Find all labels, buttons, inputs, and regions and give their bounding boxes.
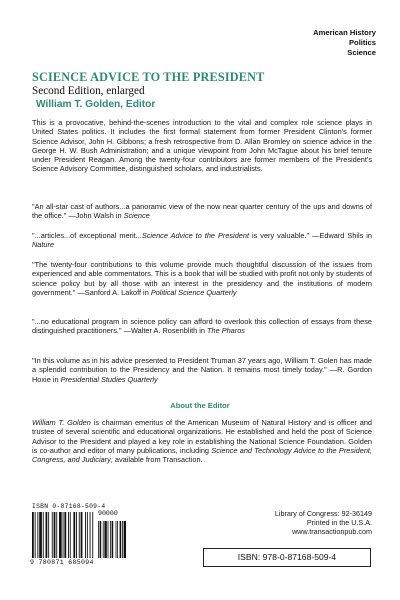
- review-quote: [32, 317, 372, 336]
- subject-categories: [313, 28, 376, 58]
- barcode-digits: 9 780871 685094: [30, 559, 94, 566]
- quote-italic-title: Science Advice to the President: [141, 231, 250, 240]
- quote-text: "An all-star cast of authors...a panoramic view of the now near quarter century of the ups and downs of the office." —John Walsh in: [32, 202, 372, 221]
- edition-line: Second Edition, enlarged: [32, 85, 145, 97]
- quote-source: Nature: [32, 240, 55, 250]
- subject-item: Politics: [348, 38, 376, 47]
- quote-text: is very valuable." —Edward Shils in: [249, 231, 372, 240]
- review-quote: [32, 202, 372, 221]
- barcode-isbn-label: ISBN 0-87168-509-4: [32, 503, 106, 510]
- quote-text: "...articles...of exceptional merit...: [32, 231, 142, 240]
- quote-source: Science: [123, 211, 150, 221]
- subject-item: American History: [313, 28, 376, 37]
- quote-text: "The twenty-four contributions to this volume provide much thoughtful discussion of the issues from experienced and able commentators. This is a book that will be studied with profit not only by students of science policy but by all those with an interest in the presidency and the institutions of modern government." —Sanford A. Lakoff in: [32, 260, 372, 297]
- review-quote: [32, 260, 372, 297]
- barcode-bars-icon: [30, 512, 126, 560]
- review-quote: [32, 356, 372, 384]
- review-quote: [32, 231, 372, 250]
- publication-info: [275, 509, 372, 537]
- isbn-box: ISBN: 978-0-87168-509-4: [203, 548, 371, 567]
- barcode: [30, 503, 126, 567]
- quote-source: Presidential Studies Quarterly: [60, 374, 158, 384]
- editor-line: William T. Golden, Editor: [36, 99, 156, 110]
- library-of-congress: Library of Congress: 92-36149: [274, 509, 372, 518]
- title-block: [32, 70, 372, 112]
- publisher-website: www.transactionpub.com: [292, 527, 372, 537]
- quote-text: "In this volume as in his advice presented to President Truman 37 years ago, William T. Golen has made a splendid contribution to the Presidency and the Nation. It remains most timely today." —R. Gordon Hoxie in: [32, 356, 372, 384]
- quote-source: Political Science Quarterly: [150, 287, 237, 297]
- about-text: is chairman emeritus of the American Museum of Natural History and is officer and trustee of several scientific and educational organizations. He established and held the post of Science Advisor to the President and played a key role in establishing the National Science Foundation. Golden is co-author and editor of many publications, including: [32, 418, 372, 455]
- printed-in: Printed in the U.S.A.: [306, 518, 372, 528]
- about-editor-paragraph: [32, 418, 372, 464]
- about-text: , available from Transaction.: [110, 455, 203, 465]
- barcode-price-code: 90000: [98, 510, 118, 517]
- quote-text: "...no educational program in science policy can afford to overlook this collection of essays from these distinguished practitioners." —Walter A. Rosenblith in: [32, 317, 372, 336]
- quote-source: The Pharos: [207, 326, 245, 336]
- about-editor-heading: About the Editor: [170, 401, 230, 410]
- description-paragraph: This is a provocative, behind-the-scenes introduction to the vital and complex role science plays in United States politics. It includes the first formal statement from former President Clinton's former Science Advisor, John H. Gibbons; a fresh retrospective from D. Allan Bromley on science advice in the George H. W. Bush Administration; and a unique viewpoint from John McTague about his brief tenure under President Reagan. Among the twenty-four contributors are former members of the President's Science Advisory Committee, distinguished scholars, and industrialists.: [32, 118, 372, 174]
- related-book-title: Science and Technology Advice to the President, Congress, and Judiciary: [32, 445, 372, 465]
- editor-name: William T. Golden: [32, 418, 91, 427]
- subject-item: Science: [347, 48, 376, 57]
- book-title: SCIENCE ADVICE TO THE PRESIDENT: [32, 70, 265, 84]
